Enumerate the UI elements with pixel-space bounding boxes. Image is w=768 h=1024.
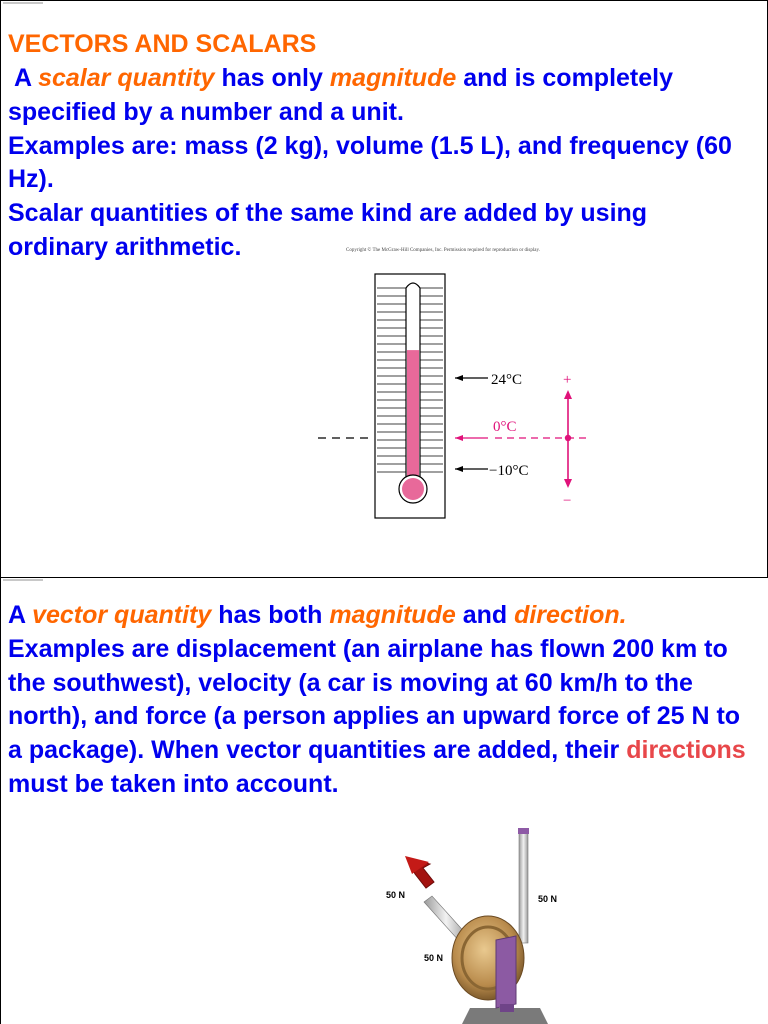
slide1-text-a: A	[8, 64, 39, 92]
slide2-text-end: must be taken into account.	[8, 769, 339, 798]
slide2-text-c: and	[455, 601, 515, 629]
direction-term: direction	[514, 601, 620, 629]
slide1-title: VECTORS AND SCALARS	[8, 30, 317, 58]
label-minus10c: −10°C	[489, 463, 529, 479]
direction-period: .	[619, 601, 627, 629]
slide2-text-a: A	[8, 601, 33, 629]
slide1-examples: Examples are: mass (2 kg), volume (1.5 L), and frequency (60 Hz).	[8, 131, 732, 194]
slide1-text-c: and is completely specified by a number and a unit.	[8, 64, 674, 126]
figure-copyright: Copyright © The McGraw-Hill Companies, Inc. Permission required for reproduction or display.	[346, 248, 540, 253]
slide1-addition-rule: Scalar quantities of the same kind are added by using ordinary arithmetic.	[8, 199, 648, 261]
scalar-quantity-term: scalar quantity	[38, 64, 215, 92]
magnitude-term: magnitude	[329, 64, 457, 92]
magnitude-term: magnitude	[329, 601, 456, 629]
vector-quantity-term: vector quantity	[32, 601, 212, 629]
label-0c: 0°C	[493, 419, 517, 435]
slide2-text-b: has both	[211, 601, 330, 629]
rope-top-cap	[518, 828, 529, 834]
pulley-bracket	[496, 936, 516, 1008]
slide1-text-b: has only	[214, 64, 330, 92]
slide2-examples: Examples are displacement (an airplane has flown 200 km to the southwest), velocity (a car is moving at 60 km/h to the north), and force (a person applies an upward force of 25 N to a package). When vector quantities are added, their	[8, 634, 741, 765]
force-label-bottom: 50 N	[424, 953, 444, 963]
plus-sign: +	[563, 372, 572, 388]
force-label-right: 50 N	[538, 894, 558, 904]
rope-vertical	[519, 833, 528, 943]
directions-term: directions	[626, 736, 746, 765]
label-24c: 24°C	[491, 372, 523, 388]
force-label-left: 50 N	[386, 890, 406, 900]
minus-sign: −	[563, 493, 572, 509]
